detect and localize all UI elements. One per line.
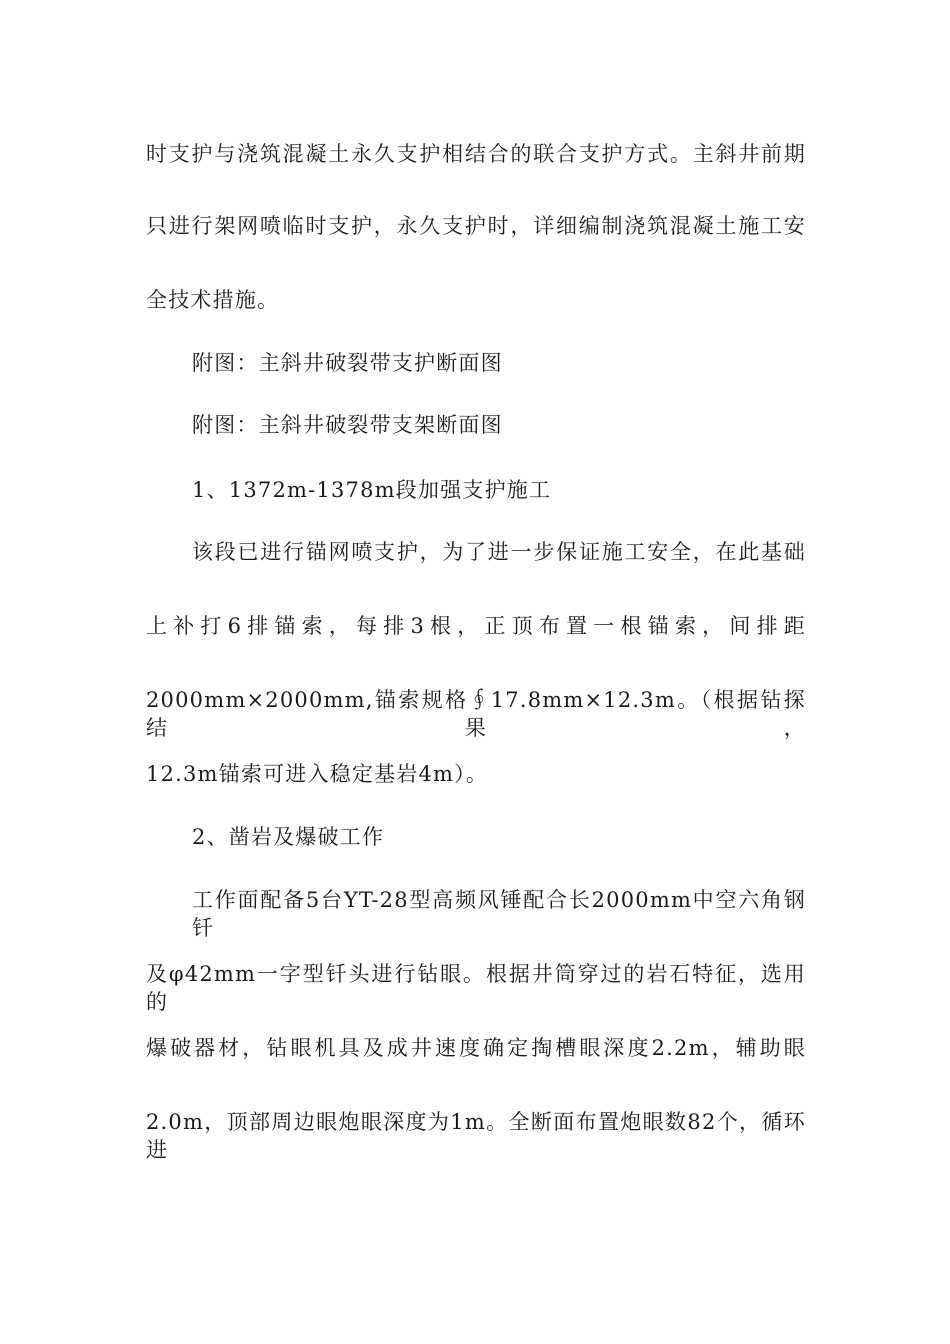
body-text-line: 2.0m，顶部周边眼炮眼深度为1m。全断面布置炮眼数82个，循环进 <box>146 1110 806 1162</box>
body-text-line: 爆破器材，钻眼机具及成井速度确定掏槽眼深度2.2m，辅助眼 <box>146 1036 806 1060</box>
body-text-line: 2000mm×2000mm,锚索规格∮17.8mm×12.3m。（根据钻探结果， <box>146 688 806 740</box>
body-text-line: 该段已进行锚网喷支护，为了进一步保证施工安全，在此基础 <box>192 540 806 564</box>
section-heading: 2、凿岩及爆破工作 <box>192 825 385 849</box>
figure-caption: 附图：主斜井破裂带支架断面图 <box>192 413 503 437</box>
section-heading: 1、1372m-1378m段加强支护施工 <box>192 478 552 502</box>
figure-caption: 附图：主斜井破裂带支护断面图 <box>192 351 503 375</box>
body-text-line: 上补打6排锚索，每排3根，正顶布置一根锚索，间排距 <box>146 614 806 638</box>
body-text-line: 时支护与浇筑混凝土永久支护相结合的联合支护方式。主斜井前期 <box>146 142 806 166</box>
body-text-line: 全技术措施。 <box>146 288 280 312</box>
body-text-line: 及φ42mm一字型钎头进行钻眼。根据井筒穿过的岩石特征，选用的 <box>146 962 806 1014</box>
body-text-line: 工作面配备5台YT-28型高频风锤配合长2000mm中空六角钢钎 <box>192 888 806 940</box>
body-text-line: 只进行架网喷临时支护，永久支护时，详细编制浇筑混凝土施工安 <box>146 214 806 238</box>
body-text-line: 12.3m锚索可进入稳定基岩4m）。 <box>146 762 489 786</box>
